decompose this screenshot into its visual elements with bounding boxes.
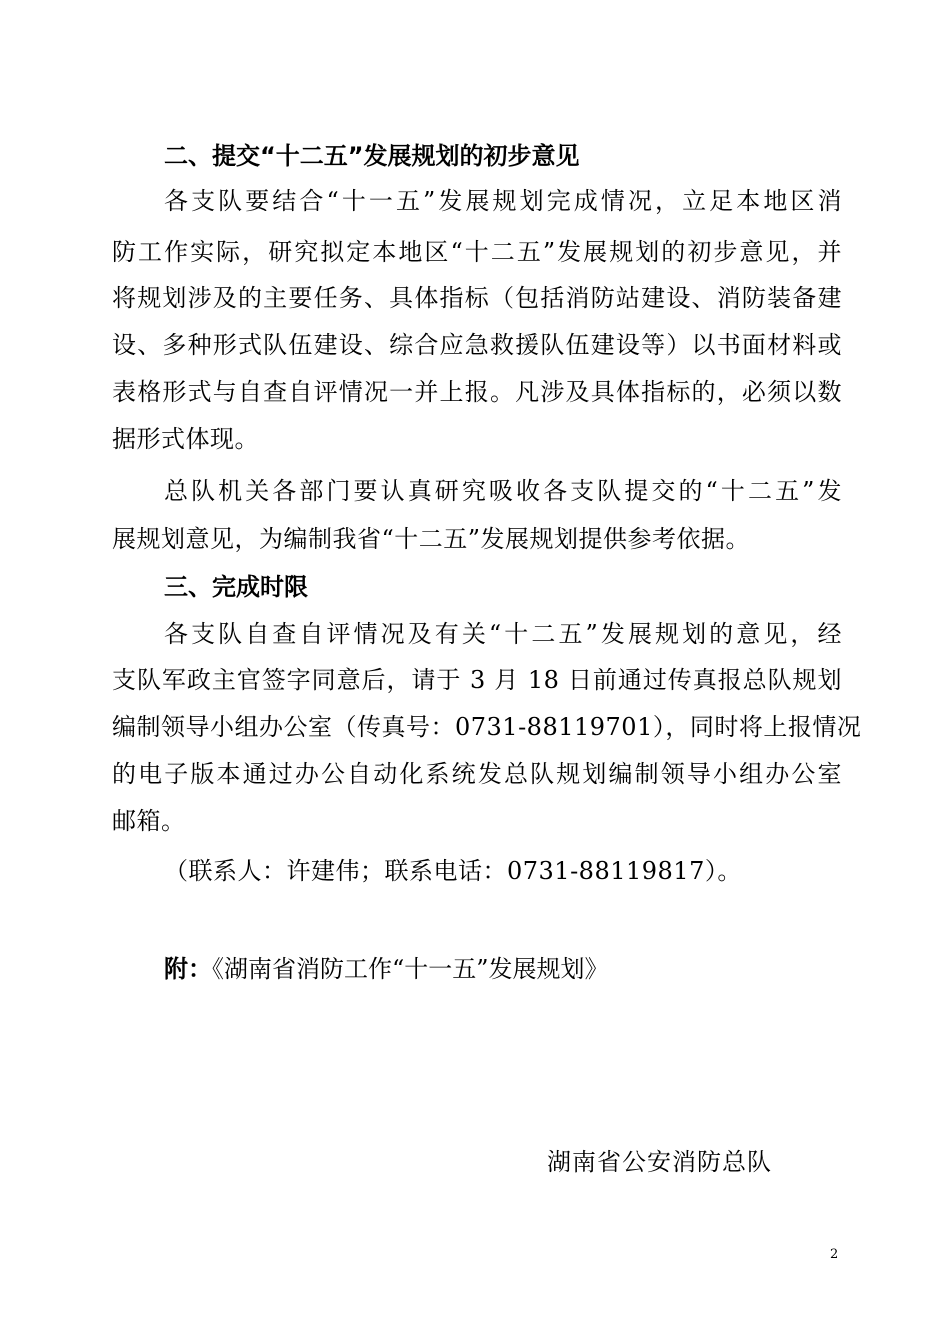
section-3-paragraph-line-3: 编制领导小组办公室（传真号：0731-88119701），同时将上报情况 [112, 713, 862, 741]
section-3-paragraph-line-5: 邮箱。 [112, 807, 186, 835]
attachment-line [164, 954, 609, 984]
contact-info: （联系人：许建伟；联系电话：0731-88119817）。 [164, 857, 742, 885]
page-number: 2 [830, 1247, 839, 1262]
section-2-paragraph-1-line-2: 防工作实际，研究拟定本地区“十二五”发展规划的初步意见，并 [112, 238, 842, 266]
section-2-paragraph-1-line-4: 设、多种形式队伍建设、综合应急救援队伍建设等）以书面材料或 [112, 331, 842, 359]
section-2-paragraph-2-line-1: 总队机关各部门要认真研究吸收各支队提交的“十二五”发 [164, 477, 842, 505]
section-3-heading: 三、完成时限 [164, 573, 308, 601]
attachment-title: 《湖南省消防工作“十一五”发展规划》 [212, 955, 609, 983]
section-2-paragraph-1-line-5: 表格形式与自查自评情况一并上报。凡涉及具体指标的，必须以数 [112, 378, 842, 406]
section-2-paragraph-1-line-6: 据形式体现。 [112, 425, 259, 453]
section-2-heading: 二、提交“十二五”发展规划的初步意见 [164, 142, 580, 170]
section-2-paragraph-1-line-1: 各支队要结合“十一五”发展规划完成情况，立足本地区消 [164, 187, 842, 215]
section-2-paragraph-1-line-3: 将规划涉及的主要任务、具体指标（包括消防站建设、消防装备建 [112, 284, 842, 312]
issuing-organization: 湖南省公安消防总队 [547, 1148, 772, 1176]
section-3-paragraph-line-1: 各支队自查自评情况及有关“十二五”发展规划的意见，经 [164, 620, 842, 648]
attachment-label: 附： [164, 955, 212, 983]
section-3-paragraph-line-4: 的电子版本通过办公自动化系统发总队规划编制领导小组办公室 [112, 760, 842, 788]
section-3-paragraph-line-2: 支队军政主官签字同意后，请于 3 月 18 日前通过传真报总队规划 [112, 666, 842, 694]
section-2-paragraph-2-line-2: 展规划意见，为编制我省“十二五”发展规划提供参考依据。 [112, 525, 751, 553]
